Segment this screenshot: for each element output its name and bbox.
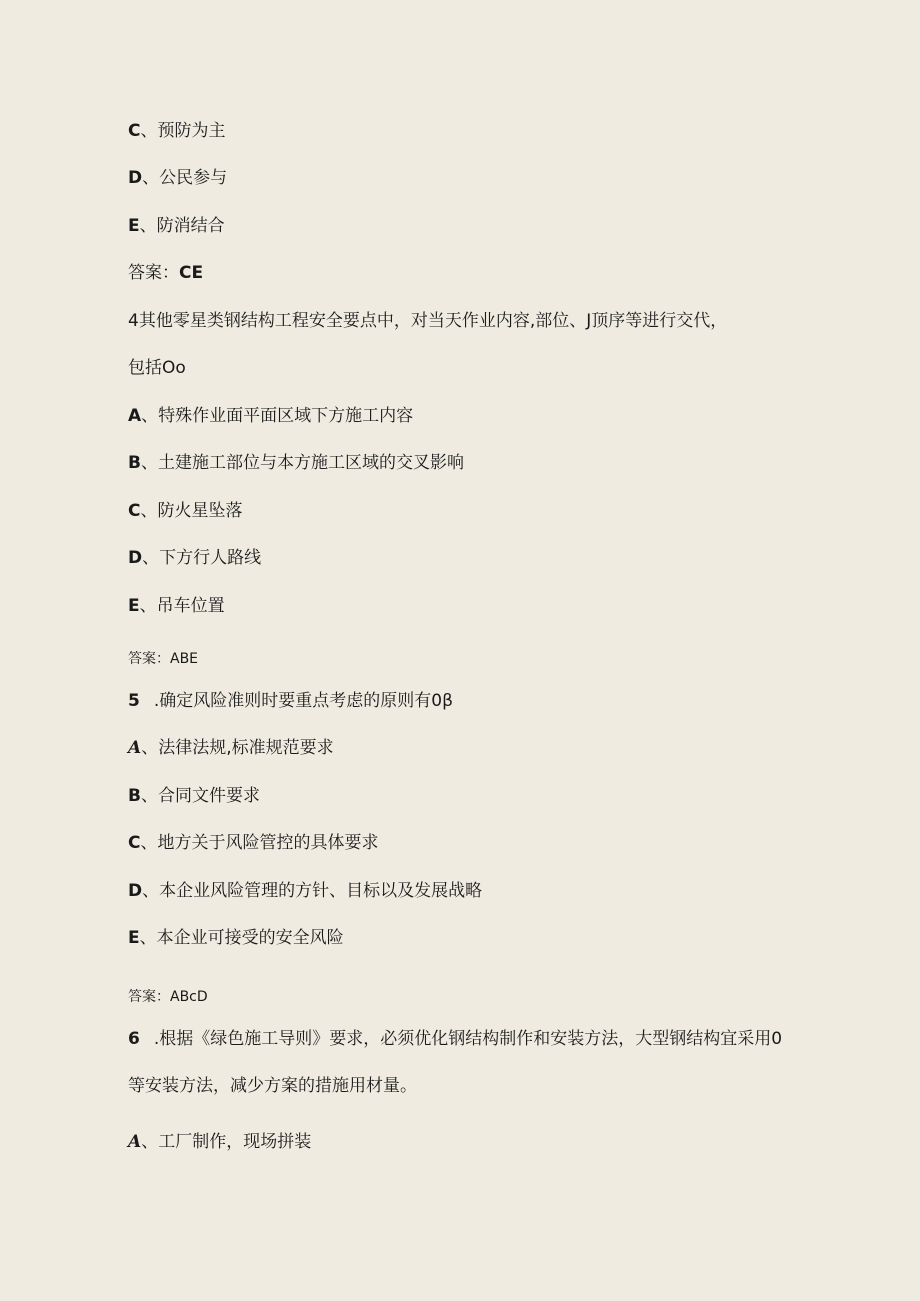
option-c-line xyxy=(128,120,225,142)
question-4-text: 4其他零星类钢结构工程安全要点中，对当天作业内容,部位、J顶序等进行交代， xyxy=(128,311,728,331)
option-separator: 、 xyxy=(140,833,158,853)
option-text: 土建施工部位与本方施工区域的交叉影响 xyxy=(157,453,464,473)
answer-value: CE xyxy=(179,263,204,283)
option-separator: 、 xyxy=(142,881,160,901)
question-number: 6 xyxy=(128,1029,140,1049)
option-text: 本企业可接受的安全风险 xyxy=(156,928,344,948)
option-separator: 、 xyxy=(140,121,158,141)
option-separator: 、 xyxy=(141,406,159,426)
option-text: 特殊作业面平面区域下方施工内容 xyxy=(158,406,414,426)
option-letter: E xyxy=(128,216,140,236)
option-text: 预防为主 xyxy=(157,121,226,141)
option-b-line xyxy=(128,785,260,807)
question-6-text: .根据《绿色施工导则》要求，必须优化钢结构制作和安装方法，大型钢结构宜采用0 xyxy=(153,1029,783,1049)
option-letter: D xyxy=(128,881,143,901)
answer-value: ABcD xyxy=(170,989,208,1005)
option-b-line xyxy=(128,452,464,474)
answer-line xyxy=(128,262,203,284)
option-text: 本企业风险管理的方针、目标以及发展战略 xyxy=(159,881,483,901)
option-separator: 、 xyxy=(142,168,160,188)
option-e-line xyxy=(128,927,344,949)
option-separator: 、 xyxy=(141,738,159,758)
option-separator: 、 xyxy=(139,928,157,948)
option-letter: B xyxy=(128,786,141,806)
question-6-line xyxy=(128,1028,782,1050)
question-continuation xyxy=(128,1075,417,1097)
option-c-line xyxy=(128,500,242,522)
option-separator: 、 xyxy=(139,216,157,236)
option-c-line xyxy=(128,832,378,854)
option-separator: 、 xyxy=(141,1132,159,1152)
option-a-line xyxy=(128,1131,311,1153)
question-continuation xyxy=(128,357,186,379)
option-a-line xyxy=(128,737,334,759)
option-text: 工厂制作，现场拼装 xyxy=(158,1132,312,1152)
answer-label: 答案： xyxy=(128,651,170,667)
option-separator: 、 xyxy=(142,548,160,568)
answer-label: 答案： xyxy=(128,989,170,1005)
option-letter: D xyxy=(128,548,143,568)
option-text: 法律法规,标准规范要求 xyxy=(158,738,334,758)
option-letter: C xyxy=(128,121,141,141)
option-letter: E xyxy=(128,928,140,948)
option-text: 地方关于风险管控的具体要求 xyxy=(157,833,379,853)
option-letter: C xyxy=(128,833,141,853)
option-text: 公民参与 xyxy=(159,168,228,188)
option-text: 吊车位置 xyxy=(156,596,225,616)
option-separator: 、 xyxy=(140,453,158,473)
question-5-line xyxy=(128,690,453,712)
option-separator: 、 xyxy=(140,501,158,521)
option-a-line xyxy=(128,405,413,427)
option-text: 合同文件要求 xyxy=(157,786,260,806)
option-d-line xyxy=(128,880,482,902)
option-text: 防火星坠落 xyxy=(157,501,243,521)
answer-value: ABE xyxy=(170,651,199,667)
option-text: 防消结合 xyxy=(156,216,225,236)
option-letter: C xyxy=(128,501,141,521)
answer-label: 答案： xyxy=(128,263,179,283)
option-letter: A xyxy=(128,738,142,758)
option-separator: 、 xyxy=(139,596,157,616)
option-letter: D xyxy=(128,168,143,188)
question-text xyxy=(128,310,727,332)
option-letter: B xyxy=(128,453,141,473)
question-4-continuation: 包括Oo xyxy=(128,358,186,378)
question-number: 5 xyxy=(128,691,140,711)
option-letter: E xyxy=(128,596,140,616)
option-text: 下方行人路线 xyxy=(159,548,262,568)
option-separator: 、 xyxy=(140,786,158,806)
question-5-text: .确定风险准则时要重点考虑的原则有0β xyxy=(153,691,453,711)
option-letter: A xyxy=(128,1132,142,1152)
option-d-line xyxy=(128,547,261,569)
option-letter: A xyxy=(128,406,142,426)
option-d-line xyxy=(128,167,227,189)
option-e-line xyxy=(128,595,225,617)
question-6-continuation: 等安装方法，减少方案的措施用材量。 xyxy=(128,1076,417,1096)
answer-line xyxy=(128,648,198,670)
option-e-line xyxy=(128,215,225,237)
answer-line xyxy=(128,986,208,1008)
